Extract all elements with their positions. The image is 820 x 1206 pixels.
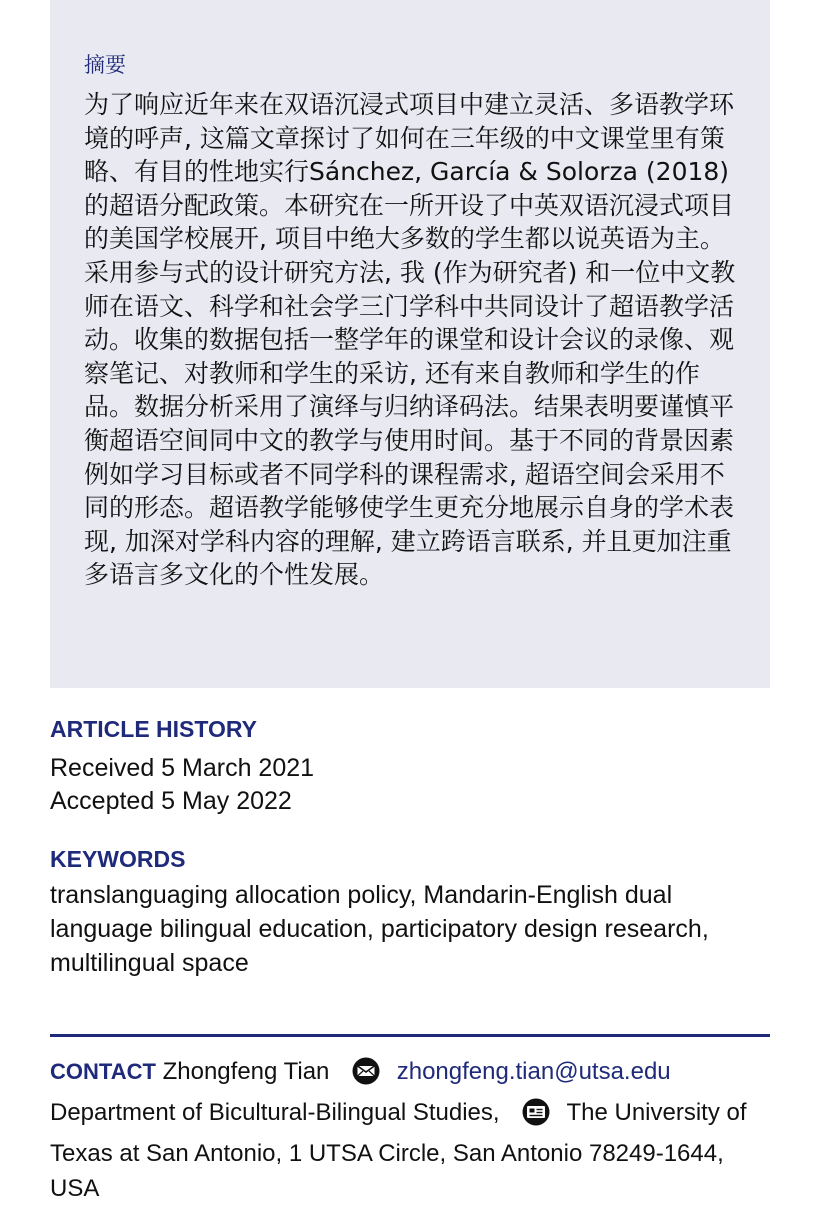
contact-label: CONTACT xyxy=(50,1059,156,1084)
contact-divider xyxy=(50,1034,770,1037)
article-history xyxy=(50,714,770,818)
contact-email-link[interactable]: zhongfeng.tian@utsa.edu xyxy=(396,1058,671,1085)
address-card-icon xyxy=(520,1098,552,1136)
contact-department: Department of Bicultural-Bilingual Studies, xyxy=(50,1099,500,1126)
keywords-heading: KEYWORDS xyxy=(50,846,186,872)
keywords-section xyxy=(50,844,770,980)
contact-block xyxy=(50,1054,770,1206)
keywords-text: translanguaging allocation policy, Mandarin-English dual language bilingual education, participatory design research, multilingual space xyxy=(50,881,709,977)
abstract-text: 为了响应近年来在双语沉浸式项目中建立灵活、多语教学环境的呼声, 这篇文章探讨了如何在三年级的中文课堂里有策略、有目的性地实行Sánchez, García & Solorza (2018) 的超语分配政策。本研究在一所开设了中英双语沉浸式项目的美国学校展开, 项目中绝大多数的学生都以说英语为主。采用参与式的设计研究方法, 我 (作为研究者) 和一位中文教师在语文、科学和社会学三门学科中共同设计了超语教学活动。收集的数据包括一整学年的课堂和设计会议的录像、观察笔记、对教师和学生的采访, 还有来自教师和学生的作品。数据分析采用了演绎与归纳译码法。结果表明要谨慎平衡超语空间同中文的教学与使用时间。基于不同的背景因素例如学习目标或者不同学科的课程需求, 超语空间会采用不同的形态。超语教学能够使学生更充分地展示自身的学术表现, 加深对学科内容的理解, 建立跨语言联系, 并且更加注重多语言多文化的个性发展。 xyxy=(84,90,736,590)
abstract-box xyxy=(50,0,770,688)
accepted-date: Accepted 5 May 2022 xyxy=(50,787,292,815)
contact-name: Zhongfeng Tian xyxy=(162,1058,330,1085)
contact-address: The University of Texas at San Antonio, 1 UTSA Circle, San Antonio 78249-1644, USA xyxy=(50,1099,747,1202)
article-history-heading: ARTICLE HISTORY xyxy=(50,716,258,742)
received-date: Received 5 March 2021 xyxy=(50,754,315,782)
abstract-heading: 摘要 xyxy=(84,53,126,77)
envelope-icon xyxy=(350,1057,382,1095)
